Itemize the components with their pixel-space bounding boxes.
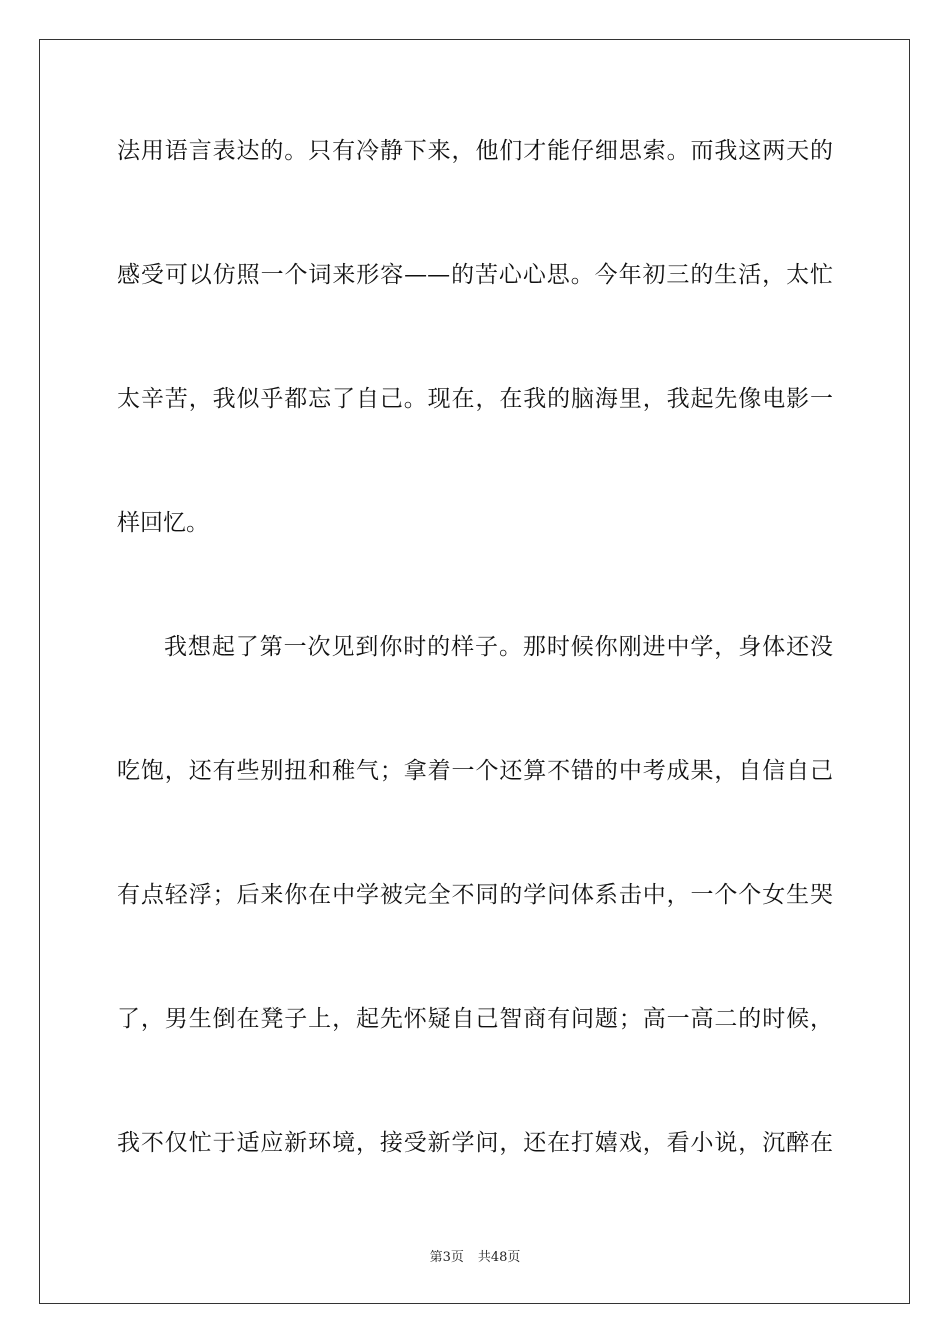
paragraph-line: 有点轻浮；后来你在中学被完全不同的学问体系击中，一个个女生哭 — [117, 882, 833, 908]
paragraph-line: 样回忆。 — [117, 510, 209, 536]
paragraph-line: 吃饱，还有些别扭和稚气；拿着一个还算不错的中考成果，自信自己 — [117, 758, 833, 784]
page-number: 第3页 — [429, 1250, 464, 1265]
paragraph-line: 了，男生倒在凳子上，起先怀疑自己智商有问题；高一高二的时候， — [117, 1006, 833, 1032]
paragraph-line: 感受可以仿照一个词来形容——的苦心心思。今年初三的生活，太忙 — [117, 262, 833, 288]
total-pages: 共48页 — [477, 1250, 521, 1265]
paragraph-line: 太辛苦，我似乎都忘了自己。现在，在我的脑海里，我起先像电影一 — [117, 386, 833, 412]
paragraph-line: 我不仅忙于适应新环境，接受新学问，还在打嬉戏，看小说，沉醉在 — [117, 1130, 833, 1156]
paragraph-line: 法用语言表达的。只有冷静下来，他们才能仔细思索。而我这两天的 — [117, 138, 833, 164]
paragraph-line: 我想起了第一次见到你时的样子。那时候你刚进中学，身体还没 — [164, 634, 833, 660]
page-footer — [0, 1246, 950, 1265]
page-border — [39, 39, 910, 1304]
